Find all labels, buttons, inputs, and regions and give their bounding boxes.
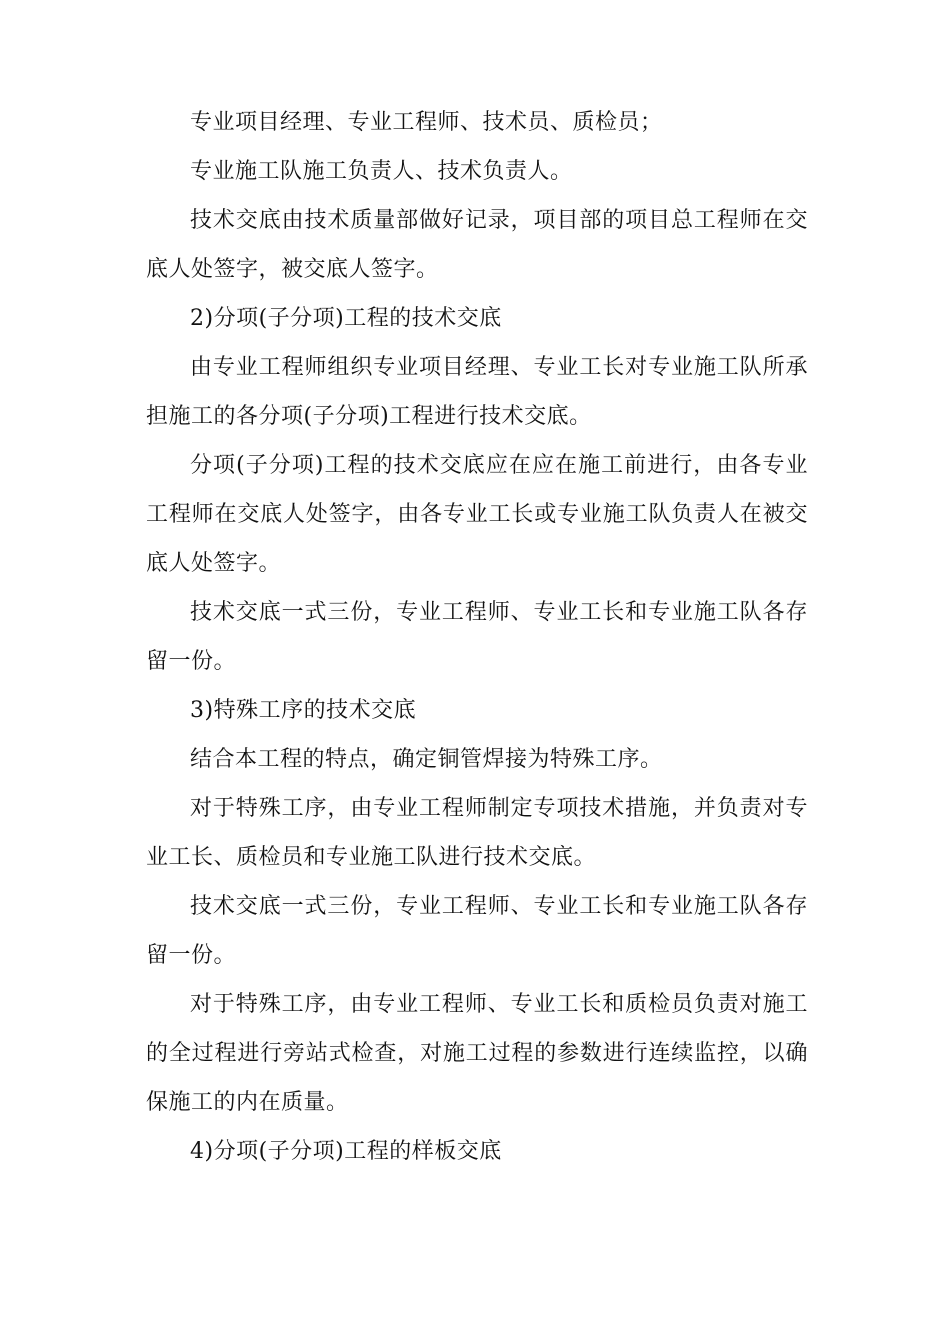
section-heading: 2)分项(子分项)工程的技术交底 — [190, 306, 502, 331]
paragraph: 技术交底一式三份，专业工程师、专业工长和专业施工队各存留一份。 — [146, 600, 808, 674]
paragraph: 技术交底一式三份，专业工程师、专业工长和专业施工队各存留一份。 — [146, 894, 808, 968]
paragraph: 分项(子分项)工程的技术交底应在应在施工前进行，由各专业工程师在交底人处签字，由各专业工长或专业施工队负责人在被交底人处签字。 — [146, 453, 808, 576]
paragraph: 专业项目经理、专业工程师、技术员、质检员； — [190, 110, 663, 135]
paragraph: 由专业工程师组织专业项目经理、专业工长对专业施工队所承担施工的各分项(子分项)工程进行技术交底。 — [146, 355, 808, 429]
paragraph: 对于特殊工序，由专业工程师、专业工长和质检员负责对施工的全过程进行旁站式检查，对施工过程的参数进行连续监控，以确保施工的内在质量。 — [146, 992, 808, 1115]
paragraph: 结合本工程的特点，确定铜管焊接为特殊工序。 — [190, 747, 663, 772]
paragraph: 技术交底由技术质量部做好记录，项目部的项目总工程师在交底人处签字，被交底人签字。 — [146, 208, 808, 282]
section-heading: 4)分项(子分项)工程的样板交底 — [190, 1139, 502, 1164]
paragraph: 对于特殊工序，由专业工程师制定专项技术措施，并负责对专业工长、质检员和专业施工队进行技术交底。 — [146, 796, 808, 870]
paragraph: 专业施工队施工负责人、技术负责人。 — [190, 159, 573, 184]
section-heading: 3)特殊工序的技术交底 — [190, 698, 417, 723]
